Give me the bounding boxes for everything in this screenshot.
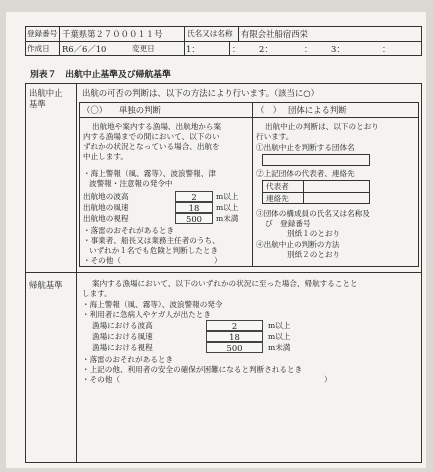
return-row-label: 漁場における視程 [92, 343, 153, 352]
return-intro: 案内する漁場において、以下のいずれかの状況に至った場合、帰航することと [92, 279, 358, 288]
left-row-unit: m以上 [216, 192, 239, 201]
change-slot: 1： [186, 44, 200, 54]
right-paragraph: 出航中止の判断は、以下のとおり [265, 122, 379, 131]
left-warning: 波警報・注意報の発令中 [89, 179, 173, 188]
left-bullet: ・落雷のおそれがあるとき [83, 226, 175, 235]
section-title: 別表７ 出航中止基準及び帰航基準 [30, 70, 171, 80]
left-wind-value: 18 [175, 202, 213, 213]
departure-label: 基準 [29, 99, 46, 109]
date-value: R6／6／10 [62, 44, 107, 54]
change-label: 変更日 [132, 44, 155, 53]
left-warning: ・海上警報（風、霧等）、波浪警報、津 [83, 169, 216, 178]
left-paragraph: 内する漁場までの間において、以下のい [83, 132, 220, 141]
return-row-unit: m以上 [268, 332, 291, 341]
contact-label: 連絡先 [266, 194, 289, 203]
left-row-unit: m未満 [216, 214, 239, 223]
name-value: 有限会社船宿西栄 [241, 29, 308, 39]
right-choice-mark: （ ） [256, 105, 282, 115]
header-col-divider [59, 26, 60, 56]
return-row-label: 漁場における風速 [92, 332, 153, 341]
representative-divider [303, 180, 304, 204]
header-col-divider [238, 26, 239, 41]
label-col-divider [76, 83, 77, 463]
right-item: 別紙１のとおり [287, 229, 341, 238]
left-row-label: 出航地の風速 [83, 203, 129, 212]
return-row-label: 漁場における波高 [92, 321, 153, 330]
return-row-unit: m未満 [268, 343, 291, 352]
return-wind-value: 18 [206, 331, 263, 342]
header-col-divider [184, 26, 185, 56]
left-other: ・その他（ [83, 256, 121, 265]
return-warning: ・海上警報（風、霧等）、波浪警報の発令 [82, 300, 223, 309]
representative-label: 代表者 [266, 182, 289, 191]
departure-label: 出航中止 [29, 88, 63, 98]
left-other-close: ） [214, 256, 222, 265]
name-label: 氏名又は名称 [187, 29, 233, 38]
header-col-divider [229, 41, 230, 56]
right-item: ③団体の構成員の氏名又は名称及 [256, 209, 370, 218]
group-name-field [262, 154, 370, 166]
right-title: 団体による判断 [288, 105, 347, 115]
left-wave-value: 2 [175, 191, 213, 202]
return-other: ・その他（ [82, 375, 120, 384]
change-slot: ： [382, 44, 391, 54]
change-slot: ： [232, 44, 241, 54]
date-label: 作成日 [27, 44, 50, 53]
right-item: び 登録番号 [265, 219, 311, 228]
left-choice-mark: （〇） [82, 105, 108, 115]
document-page [6, 12, 426, 468]
row-divider [25, 272, 422, 273]
left-paragraph: 中止します。 [83, 152, 128, 161]
change-slot: 3： [331, 44, 345, 54]
return-label: 帰航基準 [29, 280, 63, 290]
return-visibility-value: 500 [206, 342, 263, 353]
header-row-divider [25, 41, 422, 42]
left-bullet: いずれか１名でも危険と判断したとき [89, 246, 219, 255]
return-row-unit: m以上 [268, 321, 291, 330]
return-warning: ・利用者に急病人やケガ人が出たとき [82, 310, 211, 319]
left-title: 単独の判断 [119, 105, 161, 115]
departure-intro: 出航の可否の判断は、以下の方法により行います。（該当に○） [82, 88, 319, 98]
right-item: 別紙２のとおり [287, 250, 341, 259]
reg-value: 千葉県第２７０００１１号 [62, 29, 163, 39]
return-other-close: ） [324, 375, 332, 384]
return-wave-value: 2 [206, 320, 263, 331]
left-visibility-value: 500 [175, 213, 213, 224]
return-bullet: ・上記の他、利用者の安全の確保が困難になると判断されるとき [82, 365, 303, 374]
return-bullet: ・落雷のおそれがあるとき [82, 355, 174, 364]
change-slot: 2： [259, 44, 273, 54]
return-intro: します。 [82, 289, 112, 298]
change-slot: ： [304, 44, 313, 54]
left-row-unit: m以上 [216, 203, 239, 212]
left-paragraph: ずれかの状況となっている場合、出航を [83, 142, 220, 151]
left-paragraph: 出航地や案内する漁場、出航地から案 [92, 122, 222, 131]
left-bullet: ・事業者、船長又は業務主任者のうち、 [83, 236, 220, 245]
left-row-label: 出航地の波高 [83, 192, 129, 201]
right-item: ①出航中止を判断する団体名 [256, 143, 355, 152]
right-paragraph: 行います。 [256, 132, 294, 141]
representative-divider [262, 192, 370, 193]
left-row-label: 出航地の視程 [83, 214, 129, 223]
options-col-divider [252, 102, 253, 267]
right-item: ④出航中止の判断の方法 [256, 240, 340, 249]
right-item: ②上記団体の代表者、連絡先 [256, 169, 355, 178]
reg-label: 登録番号 [27, 29, 58, 38]
options-header-divider [79, 117, 419, 118]
